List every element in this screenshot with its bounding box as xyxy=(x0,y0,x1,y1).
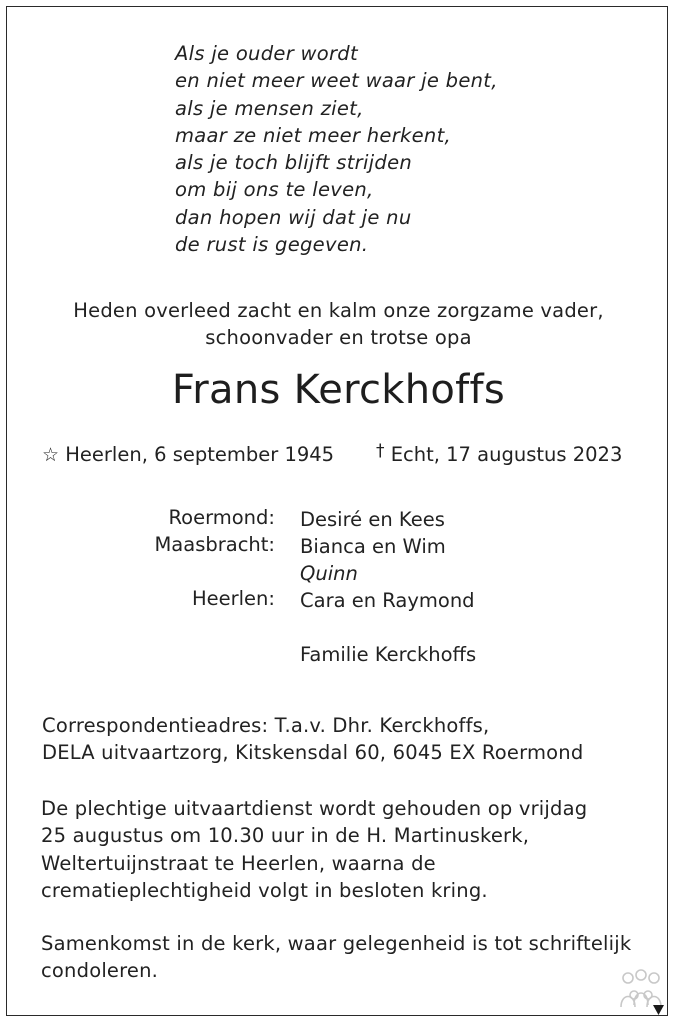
triangle-down-icon xyxy=(653,1005,664,1015)
family-names: Quinn xyxy=(300,562,358,585)
correspondence-line: DELA uitvaartzorg, Kitskensdal 60, 6045 EX Roermond xyxy=(42,741,584,765)
dagger-icon: † xyxy=(376,441,385,461)
poem-line: de rust is gegeven. xyxy=(175,233,369,257)
gathering-details xyxy=(41,930,631,985)
family-place: Maasbracht: xyxy=(154,533,275,556)
death-text: Echt, 17 augustus 2023 xyxy=(390,443,623,466)
gathering-line: condoleren. xyxy=(41,959,159,983)
family-place: Heerlen: xyxy=(191,587,275,610)
poem-line: Als je ouder wordt xyxy=(175,42,358,65)
correspondence-address xyxy=(42,712,583,767)
death-info xyxy=(376,440,622,471)
poem-line: dan hopen wij dat je nu xyxy=(175,205,412,229)
intro-line: schoonvader en trotse opa xyxy=(205,326,472,349)
people-group-icon xyxy=(617,967,665,1017)
birth-info xyxy=(42,440,334,470)
family-names: Bianca en Wim xyxy=(300,535,446,558)
poem-line: om bij ons te leven, xyxy=(175,178,374,202)
poem-line: als je mensen ziet, xyxy=(175,96,364,120)
service-line: Weltertuijnstraat te Heerlen, waarna de xyxy=(41,851,436,875)
gathering-line: Samenkomst in de kerk, waar gelegenheid is tot schriftelijk xyxy=(41,932,632,955)
poem xyxy=(175,40,498,258)
poem-line: en niet meer weet waar je bent, xyxy=(175,69,498,93)
family-names: Cara en Raymond xyxy=(300,589,475,612)
deceased-name: Frans Kerckhoffs xyxy=(171,367,506,413)
family-place: Roermond: xyxy=(168,506,275,529)
service-line: De plechtige uitvaartdienst wordt gehouden op vrijdag xyxy=(41,797,588,820)
family-signoff: Familie Kerckhoffs xyxy=(300,643,477,666)
intro-line: Heden overleed zacht en kalm onze zorgzame vader, xyxy=(73,299,604,322)
star-icon: ☆ xyxy=(42,444,60,466)
service-line: 25 augustus om 10.30 uur in de H. Martinuskerk, xyxy=(41,824,530,848)
service-line: crematieplechtigheid volgt in besloten kring. xyxy=(41,878,488,902)
service-details xyxy=(41,795,587,904)
poem-line: als je toch blijft strijden xyxy=(175,151,413,175)
birth-text: Heerlen, 6 september 1945 xyxy=(65,443,335,466)
poem-line: maar ze niet meer herkent, xyxy=(175,123,452,147)
correspondence-line: Correspondentieadres: T.a.v. Dhr. Kerckhoffs, xyxy=(42,714,490,737)
family-names: Desiré en Kees xyxy=(300,508,445,531)
